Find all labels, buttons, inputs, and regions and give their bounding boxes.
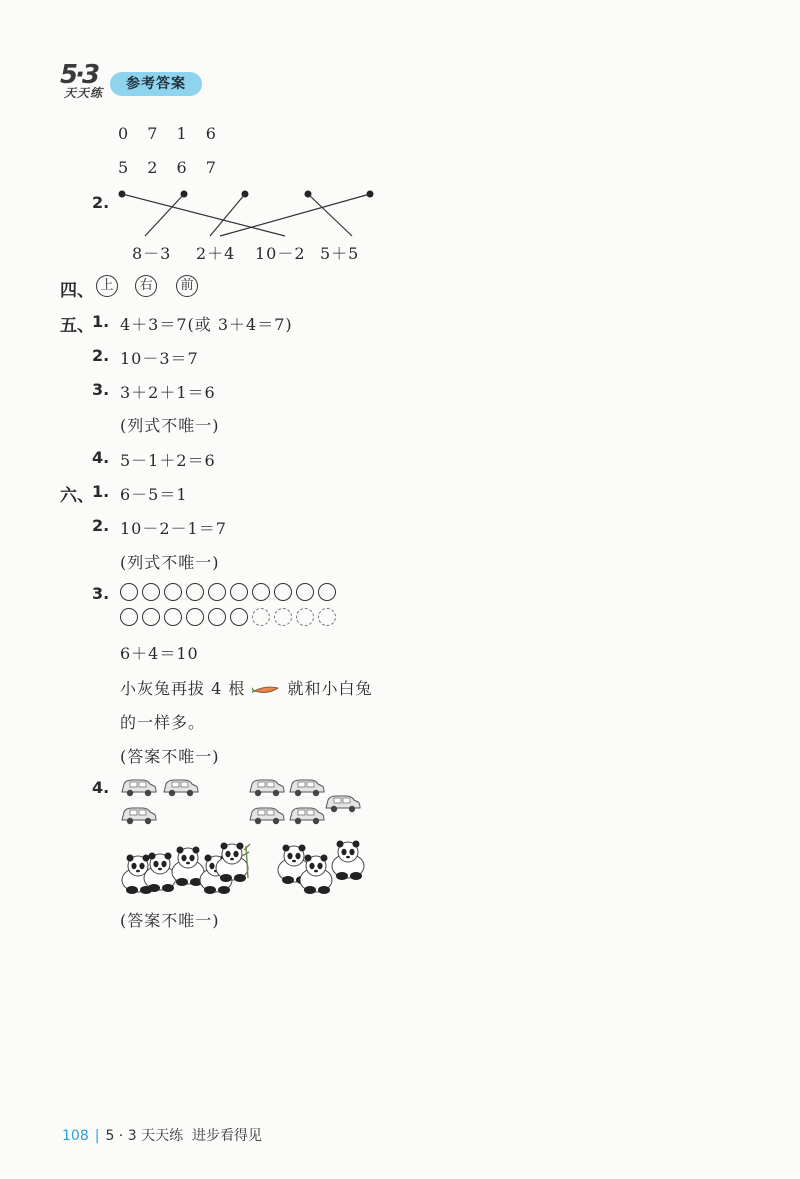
answer-note: (列式不唯一) — [120, 416, 220, 435]
page-footer — [62, 1125, 262, 1145]
solid-circle — [318, 583, 336, 601]
dashed-circle — [252, 608, 270, 626]
logo-text: 天天练 — [64, 86, 104, 100]
car-icon — [326, 796, 360, 812]
expr-3: 10－2 — [255, 244, 306, 263]
section-5-label: 五、 — [60, 316, 94, 336]
brand-logo — [58, 62, 114, 104]
circled-char: 右 — [135, 275, 157, 297]
solid-circle — [230, 583, 248, 601]
solid-circle — [274, 583, 292, 601]
footer-divider: | — [94, 1128, 100, 1144]
question-number: 1. — [92, 312, 110, 331]
expr-4: 5＋5 — [320, 244, 360, 263]
answer-note: (答案不唯一) — [120, 911, 220, 930]
answer-equation: 6＋4＝10 — [120, 644, 199, 663]
logo-mark: 5·3 — [60, 60, 98, 90]
answer-key-tag: 参考答案 — [110, 72, 202, 96]
answer-sentence: 的一样多。 — [120, 713, 206, 732]
car-icon — [122, 780, 156, 796]
solid-circle — [120, 583, 138, 601]
solid-circle — [186, 608, 204, 626]
question-number: 1. — [92, 482, 110, 501]
solid-circle — [208, 608, 226, 626]
dashed-circle — [318, 608, 336, 626]
car-icon — [164, 780, 198, 796]
question-number: 2. — [92, 346, 110, 365]
car-icon — [290, 808, 324, 824]
solid-circle — [164, 583, 182, 601]
circle-row-2 — [120, 608, 340, 630]
solid-circle — [296, 583, 314, 601]
answer-text: 10－3＝7 — [120, 349, 199, 368]
footer-brand: 5 · 3 天天练 — [105, 1128, 184, 1144]
car-icon — [250, 780, 284, 796]
question-number: 2. — [92, 516, 110, 535]
number-row-2: 5 2 6 7 — [118, 158, 217, 177]
circled-char: 前 — [176, 275, 198, 297]
answer-text: 4＋3＝7(或 3＋4＝7) — [120, 315, 293, 334]
panda-icon — [332, 841, 364, 881]
number-row-1: 0 7 1 6 — [118, 124, 217, 143]
footer-slogan: 进步看得见 — [191, 1128, 262, 1144]
question-number: 4. — [92, 448, 110, 467]
panda-group — [118, 838, 383, 896]
question-number: 3. — [92, 380, 110, 399]
solid-circle — [120, 608, 138, 626]
solid-circle — [164, 608, 182, 626]
expr-2: 2＋4 — [196, 244, 236, 263]
section-4-label: 四、 — [60, 281, 94, 301]
dashed-circle — [274, 608, 292, 626]
section-6-label: 六、 — [60, 486, 94, 506]
circled-char: 上 — [96, 275, 118, 297]
solid-circle — [230, 608, 248, 626]
sentence-part: 就和小白兔 — [287, 679, 373, 698]
solid-circle — [252, 583, 270, 601]
panda-icon — [172, 847, 204, 887]
answer-text: 10－2－1＝7 — [120, 519, 227, 538]
solid-circle — [142, 608, 160, 626]
circle-row-1 — [120, 583, 340, 605]
panda-icon — [216, 843, 248, 883]
matching-lines — [110, 186, 390, 246]
solid-circle — [142, 583, 160, 601]
answer-note: (答案不唯一) — [120, 747, 220, 766]
sentence-part: 小灰兔再拔 4 根 — [120, 679, 246, 698]
answer-note: (列式不唯一) — [120, 553, 220, 572]
solid-circle — [186, 583, 204, 601]
question-number: 2. — [92, 193, 110, 212]
question-number: 3. — [92, 584, 110, 603]
answer-text: 3＋2＋1＝6 — [120, 383, 216, 402]
question-number: 4. — [92, 778, 110, 797]
page-number: 108 — [62, 1128, 89, 1144]
dashed-circle — [296, 608, 314, 626]
car-icon — [290, 780, 324, 796]
answer-text: 5－1＋2＝6 — [120, 451, 216, 470]
circled-answers — [96, 274, 210, 297]
car-group — [118, 772, 368, 832]
expr-1: 8－3 — [132, 244, 172, 263]
car-icon — [250, 808, 284, 824]
panda-icon — [300, 855, 332, 895]
solid-circle — [208, 583, 226, 601]
car-icon — [122, 808, 156, 824]
answer-text: 6－5＝1 — [120, 485, 188, 504]
carrot-icon — [252, 683, 280, 697]
answer-sentence — [120, 676, 373, 699]
